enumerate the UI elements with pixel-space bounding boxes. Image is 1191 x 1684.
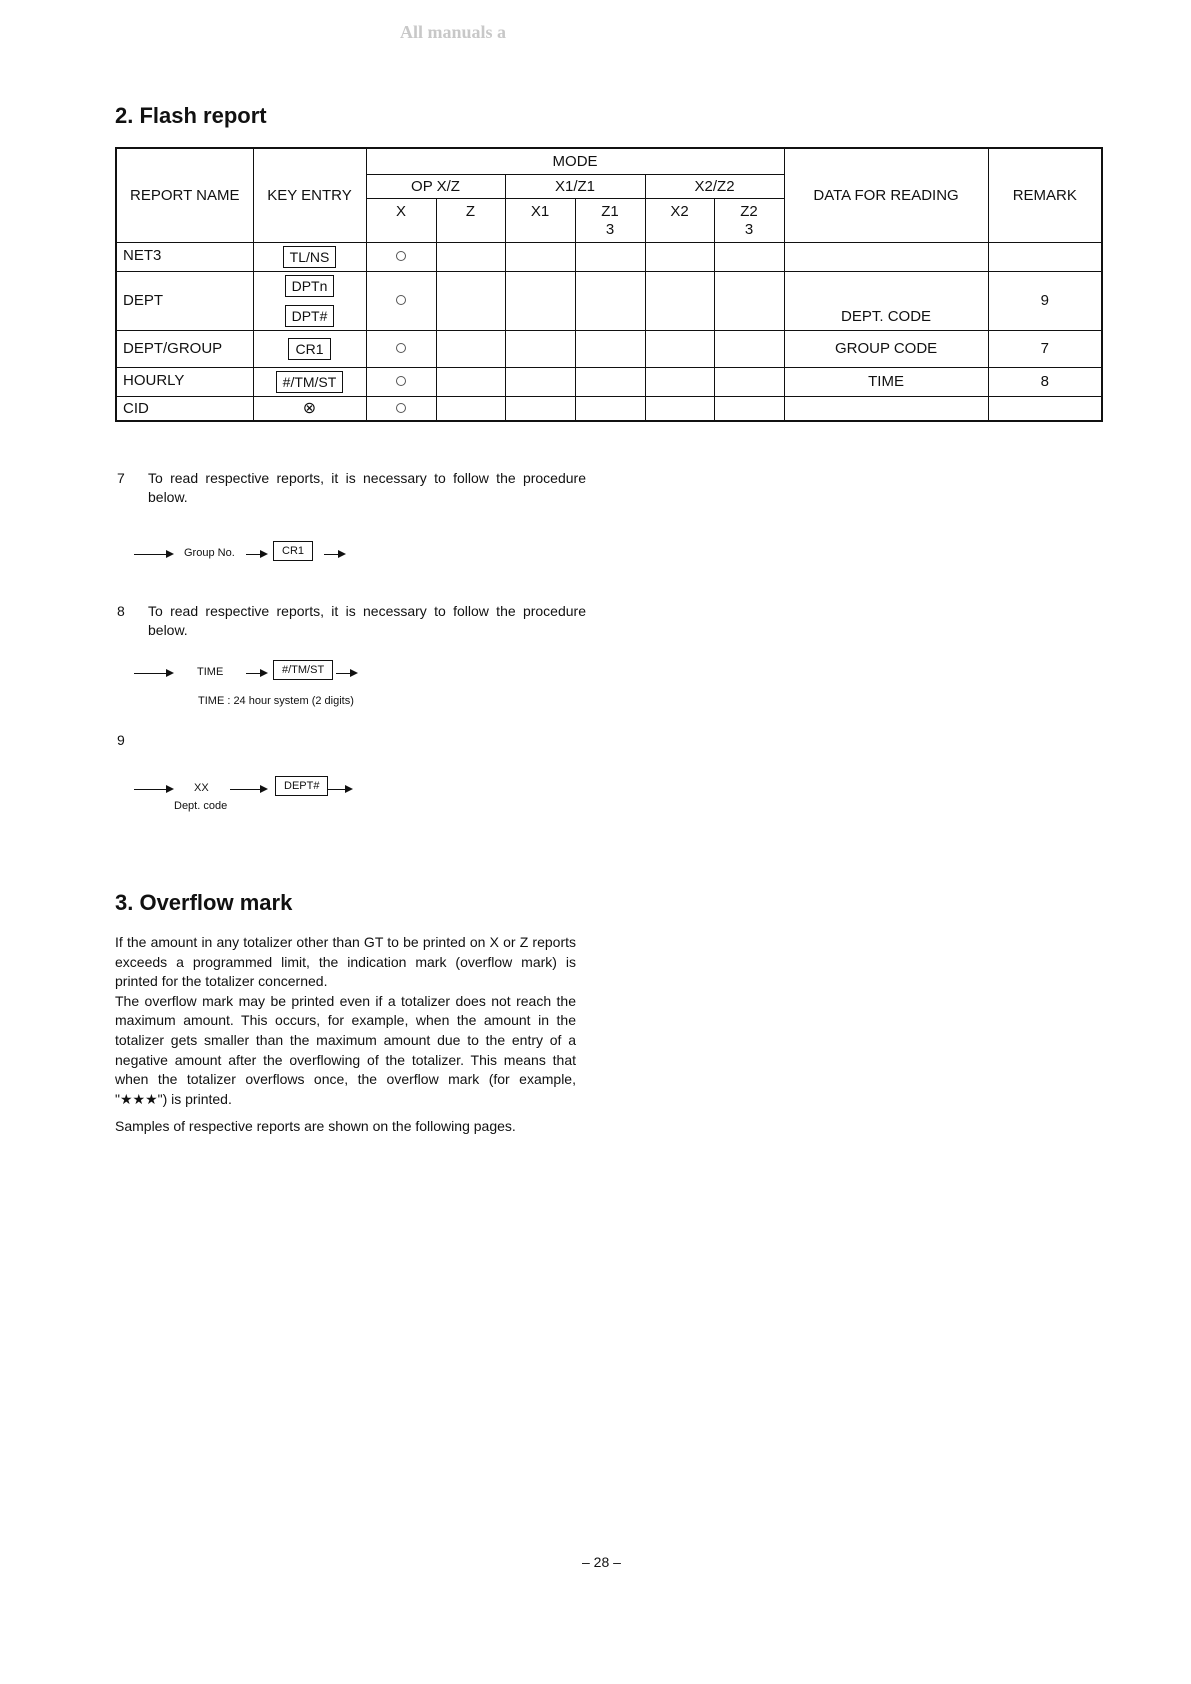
arrow-right-icon [134,554,172,555]
arrow-right-icon [134,673,172,674]
header-z1 [575,198,645,242]
procedure-flow [134,778,374,804]
flow-key-box: #/TM/ST [273,660,333,680]
table-row [116,367,1102,396]
header-z2 [714,198,784,242]
key-tm-st: #/TM/ST [276,371,344,393]
flow-caption: TIME : 24 hour system (2 digits) [198,695,354,707]
header-x2: X2 [645,198,714,242]
watermark: All manuals a [400,22,507,42]
arrow-right-icon [324,554,344,555]
circle-icon [396,295,406,305]
flow-input: Group No. [184,547,235,559]
data-for-reading: DEPT. CODE [784,271,988,330]
circle-icon [396,251,406,261]
table-row [116,330,1102,367]
arrow-right-icon [246,554,266,555]
header-x1z1: X1/Z1 [505,174,645,198]
report-name: HOURLY [116,367,253,396]
header-z1-label: Z1 [601,202,619,220]
header-x2z2: X2/Z2 [645,174,784,198]
note-number: 9 [117,732,125,748]
flow-key-box: CR1 [273,541,313,561]
arrow-right-icon [336,673,356,674]
key-tl-ns: TL/NS [283,246,337,268]
header-x: X [366,198,436,242]
overflow-paragraph-3: Samples of respective reports are shown on the following pages. [115,1118,516,1135]
remark: 9 [988,271,1102,330]
report-name: DEPT/GROUP [116,330,253,367]
data-for-reading [784,242,988,271]
circle-icon [396,376,406,386]
note-number: 8 [117,603,125,619]
section-heading-overflow-mark: 3. Overflow mark [115,890,293,915]
key-cr1: CR1 [288,338,330,360]
remark: 8 [988,367,1102,396]
header-op-xz: OP X/Z [366,174,505,198]
overflow-paragraph [115,933,576,1137]
data-for-reading: GROUP CODE [784,330,988,367]
arrow-right-icon [327,789,351,790]
report-name: NET3 [116,242,253,271]
procedure-flow [134,662,374,688]
flow-input: XX [194,782,209,794]
remark [988,396,1102,421]
overflow-paragraph-1: If the amount in any totalizer other than GT to be printed on X or Z reports exceeds a programmed limit, the indication mark (overflow mark) is printed for the totalizer concerned. [115,934,576,990]
data-for-reading: TIME [784,367,988,396]
note-text: To read respective reports, it is necessary to follow the procedure below. [148,470,586,505]
table-row [116,242,1102,271]
overflow-paragraph-2: The overflow mark may be printed even if a totalizer does not reach the maximum amount. This occurs, for example, when the amount in the totalizer gets smaller than the maximum amount due to the entry of a negative amount after the overflowing of the totalizer. This means that when the totalizer overflows once, the overflow mark (for example, "★★★") is printed. [115,992,576,1107]
header-data-for-reading: DATA FOR READING [784,148,988,242]
header-report-name: REPORT NAME [116,148,253,242]
flow-input: TIME [197,666,224,678]
report-name: CID [116,396,253,421]
remark: 7 [988,330,1102,367]
header-key-entry: KEY ENTRY [253,148,366,242]
note-number: 7 [117,470,125,486]
data-for-reading [784,396,988,421]
header-z1-note: 3 [605,220,615,238]
section-heading-flash-report: 2. Flash report [115,103,267,128]
report-name: DEPT [116,271,253,330]
arrow-right-icon [246,673,266,674]
header-z2-label: Z2 [740,202,758,220]
table-row [116,271,1102,330]
header-z2-note: 3 [744,220,754,238]
procedure-flow [134,543,374,569]
circle-icon [396,403,406,413]
circle-icon [396,343,406,353]
note-text: To read respective reports, it is necessary to follow the procedure below. [148,603,586,638]
key-dptn: DPTn [285,275,335,297]
key-dpt-hash: DPT# [285,305,335,327]
flash-report-table [115,147,1103,422]
remark [988,242,1102,271]
header-x1: X1 [505,198,575,242]
circled-x-icon: ⊗ [253,396,366,421]
arrow-right-icon [134,789,172,790]
table-row [116,396,1102,421]
flow-caption: Dept. code [174,800,228,812]
flow-key-box: DEPT# [275,776,328,796]
page-number: – 28 – [582,1554,621,1570]
header-z: Z [436,198,505,242]
arrow-right-icon [230,789,266,790]
header-remark: REMARK [988,148,1102,242]
header-mode: MODE [366,148,784,174]
